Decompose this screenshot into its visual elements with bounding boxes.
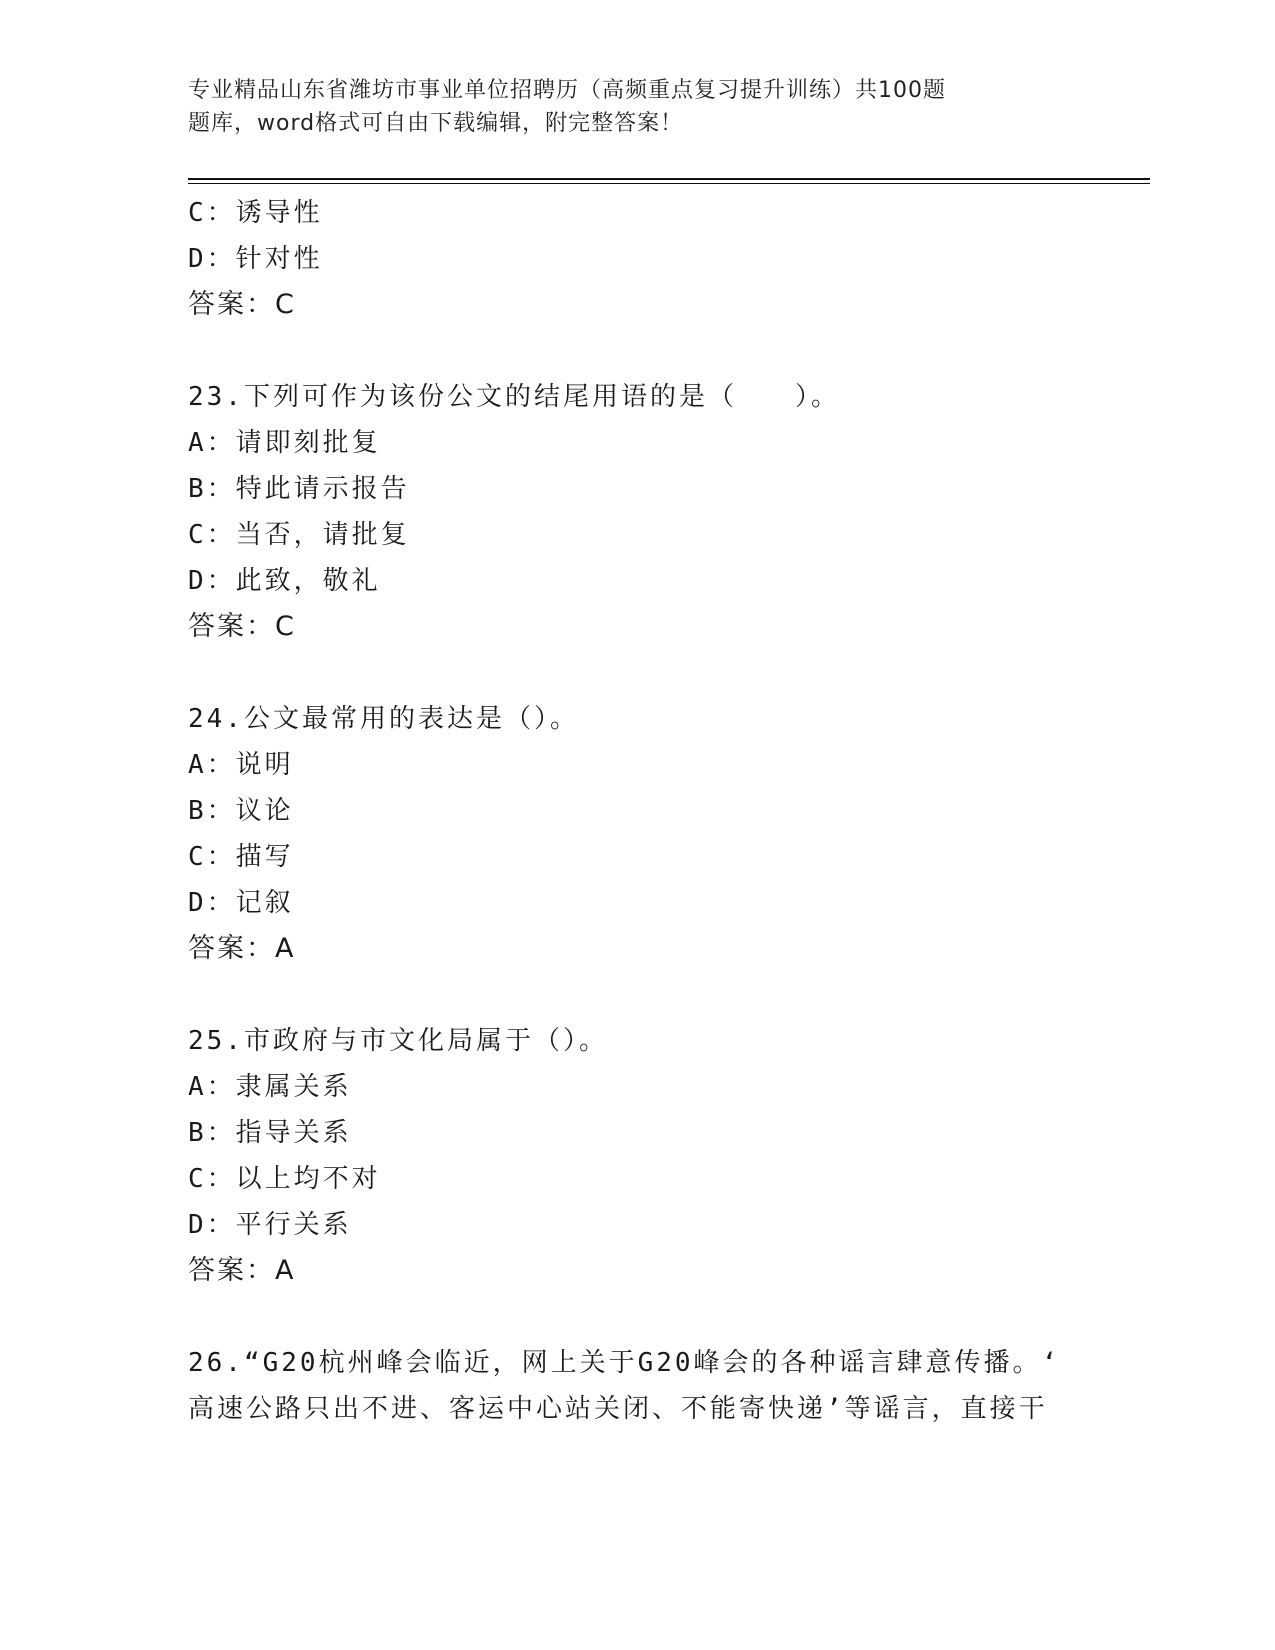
header-line-1: 专业精品山东省潍坊市事业单位招聘历（高频重点复习提升训练）共100题 xyxy=(188,78,946,103)
answer-text: 答案：C xyxy=(188,289,296,320)
header-divider-thin xyxy=(188,183,1150,184)
answer-text: 答案：C xyxy=(188,611,296,642)
answer-text: 答案：A xyxy=(188,1255,296,1286)
option-d: D：针对性 xyxy=(188,244,323,274)
option-b: B：特此请示报告 xyxy=(188,474,410,504)
option-a: A：说明 xyxy=(188,750,294,780)
header-line-2: 题库，word格式可自由下载编辑，附完整答案！ xyxy=(188,111,684,136)
document-header xyxy=(188,74,1088,140)
question-block xyxy=(188,696,1088,972)
option-a: A：隶属关系 xyxy=(188,1072,352,1102)
option-c: C：诱导性 xyxy=(188,198,323,228)
option-b: B：指导关系 xyxy=(188,1118,352,1148)
question-stem: 23.下列可作为该份公文的结尾用语的是（ ）。 xyxy=(188,382,840,412)
option-c: C：描写 xyxy=(188,842,294,872)
answer-text: 答案：A xyxy=(188,933,296,964)
option-d: D：记叙 xyxy=(188,888,294,918)
option-c: C：以上均不对 xyxy=(188,1164,381,1194)
option-d: D：此致，敬礼 xyxy=(188,566,381,596)
question-stem-line-2: 高速公路只出不进、客运中心站关闭、不能寄快递’等谣言，直接干 xyxy=(188,1394,1048,1424)
option-a: A：请即刻批复 xyxy=(188,428,381,458)
option-c: C：当否，请批复 xyxy=(188,520,410,550)
question-block xyxy=(188,374,1088,650)
question-stem: 25.市政府与市文化局属于（）。 xyxy=(188,1026,608,1056)
option-d: D：平行关系 xyxy=(188,1210,352,1240)
option-b: B：议论 xyxy=(188,796,294,826)
question-stem-line-1: 26.“G20杭州峰会临近，网上关于G20峰会的各种谣言肆意传播。‘ xyxy=(188,1348,1061,1378)
question-block xyxy=(188,1018,1088,1294)
question-block xyxy=(188,1340,1088,1432)
header-divider-thick xyxy=(188,178,1150,180)
question-stem: 24.公文最常用的表达是（）。 xyxy=(188,704,579,734)
question-list xyxy=(188,190,1088,1432)
question-block xyxy=(188,190,1088,328)
